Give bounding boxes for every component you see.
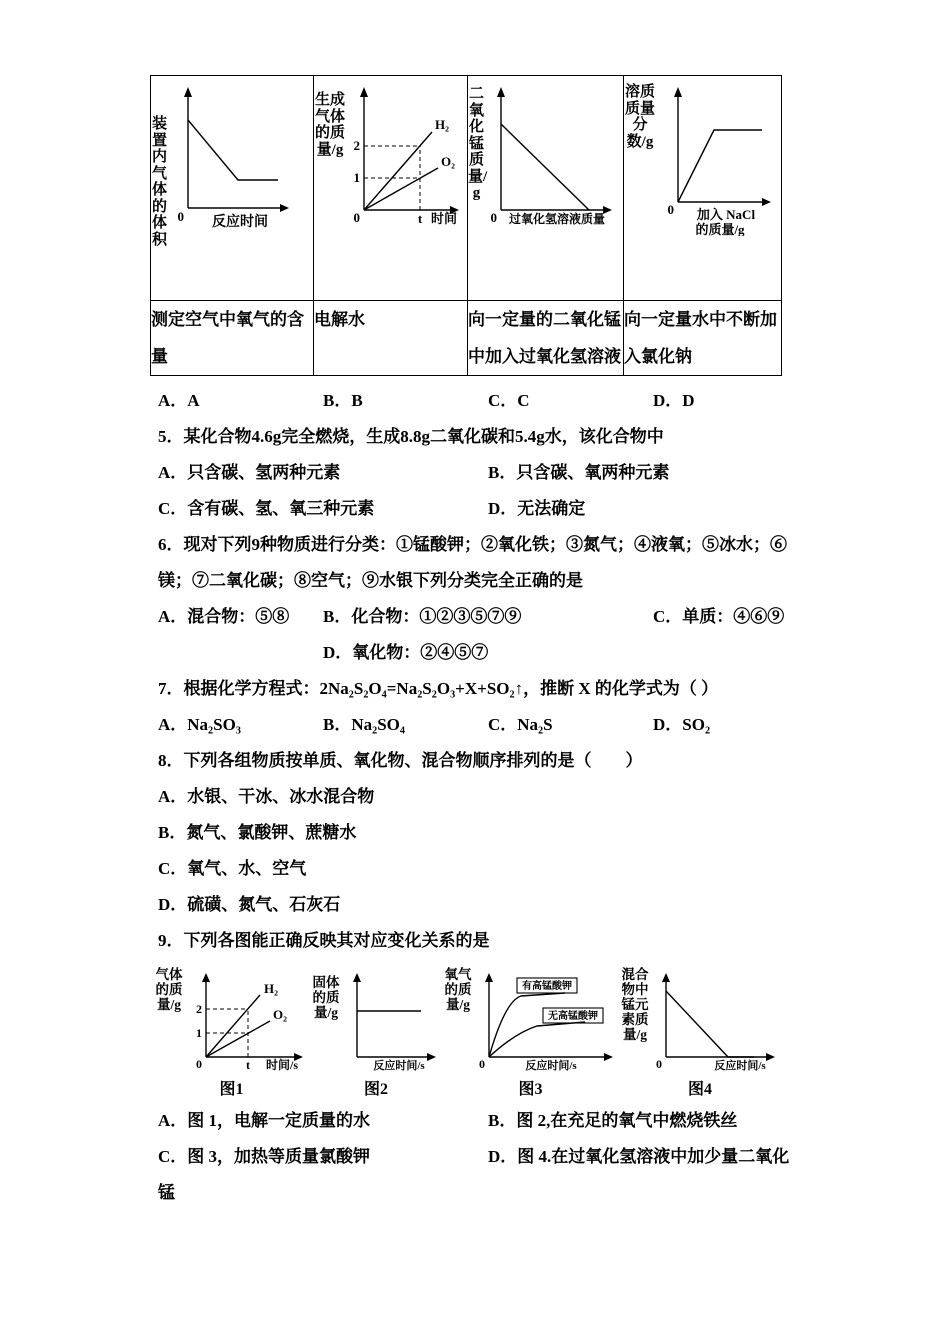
graph-d-origin: 0 bbox=[667, 202, 674, 217]
graph-b-x-axis-label: 时间 bbox=[430, 211, 458, 226]
graph-d-axes bbox=[674, 87, 771, 206]
q5-option-d: D．无法确定 bbox=[488, 499, 586, 518]
cell-desc-d: 向一定量水中不断加入氯化钠 bbox=[624, 301, 782, 376]
q6-stem: 6．现对下列9种物质进行分类：①锰酸钾；②氧化铁；③氮气；④液氧；⑤冰水；⑥镁；⑦二氧化碳；⑧空气；⑨水银下列分类完全正确的是 bbox=[158, 535, 787, 590]
graph-a-origin: 0 bbox=[177, 209, 184, 224]
q7-option-c: C．Na₂S bbox=[488, 715, 553, 734]
graph-a-x-axis-label: 反应时间 bbox=[212, 215, 268, 230]
graph-c bbox=[485, 76, 617, 234]
q9-figures-row bbox=[150, 959, 800, 1103]
cell-graph-b bbox=[314, 76, 468, 301]
fig4-x-axis-label: 反应时间/s bbox=[714, 1060, 766, 1072]
graph-b-tick-1: 1 bbox=[353, 170, 360, 185]
fig4-y-axis-label: 混合物中锰元素质量/g bbox=[621, 967, 649, 1042]
cell-graph-d bbox=[624, 76, 782, 301]
graph-d-y-axis-label: 溶质质量分数/g bbox=[624, 84, 655, 150]
q6-option-a: A．混合物：⑤⑧ bbox=[158, 607, 290, 626]
fig2-y-axis-label: 固体的质量/g bbox=[312, 975, 340, 1020]
fig1-tick-1: 1 bbox=[196, 1026, 202, 1040]
fig4-graph bbox=[650, 965, 780, 1077]
q7-option-a: A．Na₂SO₃ bbox=[158, 715, 241, 734]
q5-options-row-1 bbox=[150, 455, 800, 491]
q4-options-row bbox=[150, 383, 800, 419]
q9-option-b: B．图 2,在充足的氧气中燃烧铁丝 bbox=[488, 1111, 738, 1130]
graph-b-h2-line bbox=[364, 132, 432, 210]
fig1-x-axis-label: 时间/s bbox=[265, 1058, 299, 1072]
q7-option-d: D．SO₂ bbox=[653, 715, 711, 734]
fig1-h2-label: H₂ bbox=[264, 981, 279, 996]
description-row bbox=[151, 301, 782, 376]
q6-options-row-2 bbox=[150, 635, 800, 671]
graph-b-o2-label: O₂ bbox=[441, 154, 456, 169]
q6-option-b: B．化合物：①②③⑤⑦⑨ bbox=[323, 607, 522, 626]
graph-b-y-axis-label: 生成气体的质量/g bbox=[314, 92, 345, 158]
fig4-caption: 图4 bbox=[687, 1081, 712, 1098]
graph-d-x-axis-label-line2: 的质量/g bbox=[695, 222, 745, 236]
q5-option-c: C．含有碳、氢、氧三种元素 bbox=[158, 499, 375, 518]
fig3-without-catalyst-label: 无高锰酸钾 bbox=[548, 1011, 598, 1022]
fig2-caption: 图2 bbox=[363, 1081, 388, 1098]
graph-a-curve bbox=[188, 120, 278, 180]
q8-stem: 8．下列各组物质按单质、氧化物、混合物顺序排列的是（ ） bbox=[158, 751, 643, 770]
fig1-graph bbox=[184, 965, 309, 1077]
figure-3 bbox=[443, 965, 618, 1103]
q9-options-row-2 bbox=[150, 1139, 800, 1175]
q9-stem: 9．下列各图能正确反映其对应变化关系的是 bbox=[158, 931, 490, 950]
fig1-y-axis-label: 气体的质量/g bbox=[155, 967, 183, 1012]
graph-b-o2-line bbox=[364, 168, 438, 210]
graph-a-y-axis-label: 装置内气体的体积 bbox=[151, 116, 167, 248]
fig1-tick-2: 2 bbox=[196, 1002, 202, 1016]
q4-option-d: D．D bbox=[653, 391, 695, 410]
q9-option-c: C．图 3，加热等质量氯酸钾 bbox=[158, 1147, 371, 1166]
q5-stem: 5．某化合物4.6g完全燃烧，生成8.8g二氧化碳和5.4g水，该化合物中 bbox=[158, 427, 664, 446]
fig1-o2-line bbox=[206, 1021, 270, 1057]
q6-option-d: D．氧化物：②④⑤⑦ bbox=[323, 643, 489, 662]
graph-d-x-axis-label-line1: 加入 NaCl bbox=[696, 207, 756, 222]
fig1-caption: 图1 bbox=[219, 1081, 244, 1098]
q9-option-d-continued: 锰 bbox=[158, 1183, 175, 1202]
q8-option-a: A．水银、干冰、冰水混合物 bbox=[158, 787, 375, 806]
q4-option-b: B．B bbox=[323, 391, 363, 410]
graph-row bbox=[151, 76, 782, 301]
graph-c-origin: 0 bbox=[490, 210, 497, 225]
q8-option-c: C．氧气、水、空气 bbox=[158, 859, 307, 878]
fig3-graph bbox=[473, 965, 618, 1077]
q8-option-b: B．氮气、氯酸钾、蔗糖水 bbox=[158, 823, 357, 842]
graph-c-y-axis-label: 二氧化锰质量/g bbox=[468, 86, 488, 201]
q5-option-a: A．只含碳、氢两种元素 bbox=[158, 463, 341, 482]
figure-1 bbox=[154, 965, 309, 1103]
figure-2 bbox=[311, 965, 441, 1103]
fig1-tick-t: t bbox=[246, 1058, 250, 1072]
graph-c-x-axis-label: 过氧化氢溶液质量 bbox=[508, 212, 606, 226]
fig3-caption: 图3 bbox=[518, 1081, 543, 1098]
fig2-graph bbox=[341, 965, 441, 1077]
q9-options-row-1 bbox=[150, 1103, 800, 1139]
q7-stem: 7．根据化学方程式：2Na₂S₂O₄=Na₂S₂O₃+X+SO₂↑，推断 X 的化学式为（ ） bbox=[158, 679, 719, 698]
cell-desc-a: 测定空气中氧气的含量 bbox=[151, 301, 314, 376]
q5-options-row-2 bbox=[150, 491, 800, 527]
fig2-x-axis-label: 反应时间/s bbox=[373, 1060, 425, 1072]
fig4-decline-curve bbox=[666, 991, 754, 1057]
q9-option-a: A．图 1，电解一定质量的水 bbox=[158, 1111, 371, 1130]
q4-option-c: C．C bbox=[488, 391, 530, 410]
fig1-h2-line bbox=[206, 995, 260, 1057]
graph-b-axes bbox=[360, 87, 459, 214]
fig3-without-catalyst-curve bbox=[489, 1022, 585, 1057]
graph-d-curve bbox=[678, 130, 762, 202]
graph-d bbox=[656, 76, 776, 236]
cell-desc-b: 电解水 bbox=[314, 301, 468, 376]
q9-option-d: D．图 4.在过氧化氢溶液中加少量二氧化 bbox=[488, 1147, 790, 1166]
fig3-x-axis-label: 反应时间/s bbox=[525, 1060, 577, 1072]
graph-c-axes bbox=[497, 87, 612, 214]
graph-c-curve bbox=[501, 124, 589, 210]
q8-option-d: D．硫磺、氮气、石灰石 bbox=[158, 895, 341, 914]
figure-4 bbox=[620, 965, 780, 1103]
q4-graph-table bbox=[150, 75, 782, 376]
q6-option-c: C．单质：④⑥⑨ bbox=[653, 607, 785, 626]
q7-option-b: B．Na₂SO₄ bbox=[323, 715, 405, 734]
graph-b-tick-2: 2 bbox=[353, 138, 360, 153]
fig1-origin: 0 bbox=[196, 1057, 202, 1071]
fig3-with-catalyst-label: 有高锰酸钾 bbox=[522, 981, 572, 992]
q4-option-a: A．A bbox=[158, 391, 200, 410]
fig2-axes bbox=[353, 973, 436, 1061]
graph-b bbox=[346, 76, 464, 234]
graph-b-tick-t: t bbox=[417, 211, 423, 226]
q6-options-row-1 bbox=[150, 599, 800, 635]
fig4-origin: 0 bbox=[656, 1057, 662, 1071]
cell-graph-c bbox=[468, 76, 624, 301]
q5-option-b: B．只含碳、氧两种元素 bbox=[488, 463, 670, 482]
fig3-origin: 0 bbox=[479, 1057, 485, 1071]
fig3-y-axis-label: 氧气的质量/g bbox=[444, 967, 472, 1012]
cell-graph-a bbox=[151, 76, 314, 301]
graph-a bbox=[168, 76, 296, 234]
q7-options-row bbox=[150, 707, 800, 743]
graph-b-h2-label: H₂ bbox=[435, 117, 450, 132]
graph-b-origin: 0 bbox=[353, 210, 360, 225]
cell-desc-c: 向一定量的二氧化锰中加入过氧化氢溶液 bbox=[468, 301, 624, 376]
graph-a-axes bbox=[184, 87, 289, 212]
fig1-o2-label: O₂ bbox=[273, 1007, 288, 1022]
fig1-axes bbox=[202, 973, 303, 1061]
